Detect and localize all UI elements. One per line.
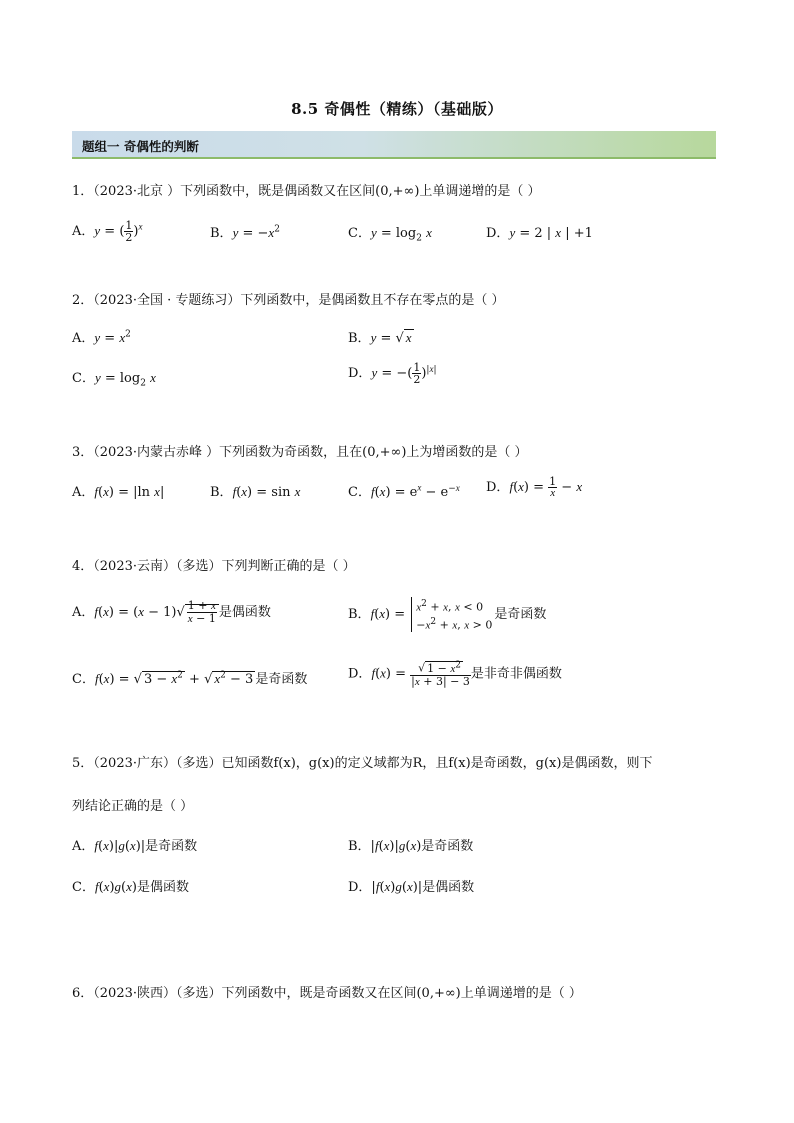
question-2-option-a: A．$y = x^2$ <box>72 329 131 346</box>
question-3-stem: 3．（2023·内蒙古赤峰 ）下列函数为奇函数，且在(0,+∞)上为增函数的是（ ） <box>72 445 528 460</box>
question-3-option-d: D．f(x) = $\frac{1}{x}$ − x <box>486 475 583 499</box>
question-1-stem: 1．（2023·北京 ）下列函数中，既是偶函数又在区间(0,+∞)上单调递增的是（ ） <box>72 184 541 199</box>
question-4-option-c: C．f(x) = √ $3 - x^2$ + √ $x^2 - 3$ 是奇函数 <box>72 670 308 687</box>
question-5-stem-line2: 列结论正确的是（ ） <box>72 799 194 814</box>
question-2-option-c: C．$y = \log_2 x$ <box>72 370 156 389</box>
question-5-option-c: C．f(x)g(x)是偶函数 <box>72 879 189 895</box>
question-5-option-a: A．f(x)|g(x)|是奇函数 <box>72 838 198 854</box>
section-title: 题组一 奇偶性的判断 <box>82 139 199 154</box>
question-1-option-c: C．$y = \log_2 x$ <box>348 225 432 244</box>
question-4-option-b: B．$f(x) = x^2 + x$, x < 0 $-x^2 + x$, x > 0是奇函数 <box>348 599 547 632</box>
question-6-stem: 6．（2023·陕西）（多选）下列函数中，既是奇函数又在区间(0,+∞)上单调递增的是（ ） <box>72 986 582 1001</box>
question-2-option-d: D．y = −( $\frac{1}{2}$ )$^{|x|}$ <box>348 361 437 386</box>
question-2-option-b: B．y = √ x <box>348 330 412 346</box>
question-1-option-d: D．y = 2 | x | +1 <box>486 225 593 241</box>
question-4-option-a: A．f(x) = (x − 1)√ $\frac{1 + x}{x - 1}$ 是偶函数 <box>72 599 271 625</box>
question-1-option-b: B．$y = -x^2$ <box>210 224 280 241</box>
section-header <box>72 131 716 159</box>
question-5-stem-line1: 5．（2023·广东）（多选）已知函数f(x)，g(x)的定义域都为R，且f(x)是奇函数，g(x)是偶函数，则下 <box>72 756 653 771</box>
question-1-option-a: A．y = ( $\frac{1}{2}$ )$^x$ <box>72 219 143 244</box>
question-3-option-c: C．$f(x) = e^x - e^{-x}$ <box>348 482 460 500</box>
question-4-option-d: D．f(x) = $\frac{√ 1 - x^2}{|x + 3| - 3}$ 是非奇非偶函数 <box>348 660 562 688</box>
question-5-option-d: D．|f(x)g(x)|是偶函数 <box>348 879 475 895</box>
question-4-stem: 4．（2023·云南）（多选）下列判断正确的是（ ） <box>72 559 356 574</box>
question-3-option-a: A．f(x) = |ln x| <box>72 484 165 500</box>
question-2-stem: 2．（2023·全国 · 专题练习）下列函数中，是偶函数且不存在零点的是（ ） <box>72 293 505 308</box>
page-title: 8.5 奇偶性（精练）（基础版） <box>291 100 503 118</box>
question-3-option-b: B．f(x) = sin x <box>210 484 301 500</box>
question-5-option-b: B．|f(x)|g(x)是奇函数 <box>348 838 474 854</box>
